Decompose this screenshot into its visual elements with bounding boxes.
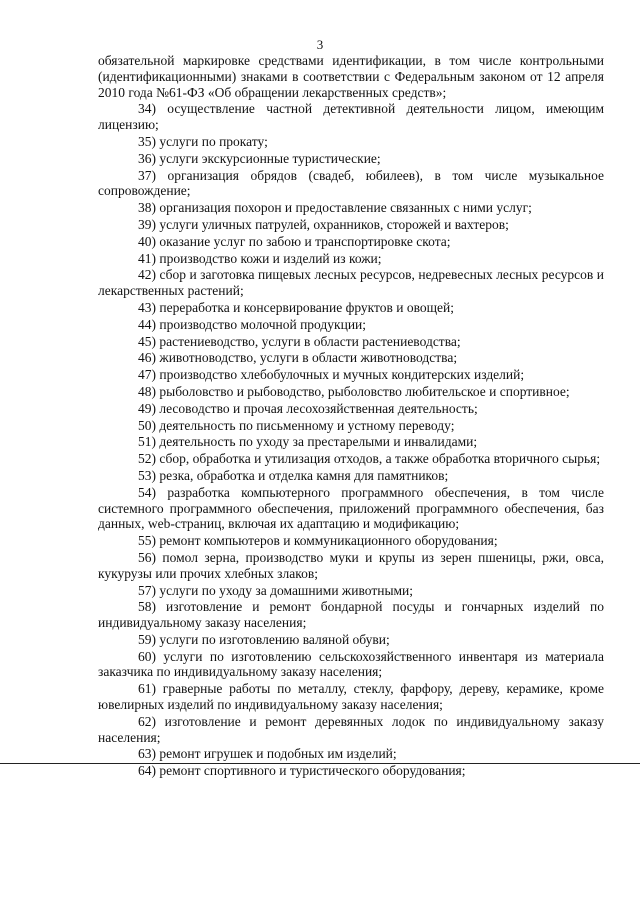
list-item: 53) резка, обработка и отделка камня для памятников; [138, 467, 449, 483]
list-item: 64) ремонт спортивного и туристического оборудования; [138, 763, 466, 779]
list-item: 55) ремонт компьютеров и коммуникационного оборудования; [138, 533, 498, 549]
list-item: 34) осуществление частной детективной деятельности лицом, имеющим лицензию; [98, 101, 604, 133]
list-item: 46) животноводство, услуги в области животноводства; [138, 350, 458, 366]
list-item: 63) ремонт игрушек и подобных им изделий; [138, 746, 397, 762]
list-item: 41) производство кожи и изделий из кожи; [138, 250, 382, 266]
list-item: 43) переработка и консервирование фруктов и овощей; [138, 299, 454, 315]
document-body [98, 53, 604, 779]
list-item: 57) услуги по уходу за домашними животными; [138, 582, 414, 598]
list-item: 35) услуги по прокату; [138, 133, 268, 149]
list-item: 37) организация обрядов (свадеб, юбилеев), в том числе музыкальное сопровождение; [98, 167, 604, 199]
list-item: 42) сбор и заготовка пищевых лесных ресурсов, недревесных лесных ресурсов и лекарственных растений; [98, 267, 604, 299]
page-bottom-divider [0, 763, 640, 764]
intro-continuation-paragraph: обязательной маркировке средствами идентификации, в том числе контрольными (идентификационными) знаками в соответствии с Федеральным законом от 12 апреля 2010 года №61-ФЗ «Об обращении лекарственных средств»; [98, 53, 604, 100]
list-item: 62) изготовление и ремонт деревянных лодок по индивидуальному заказу населения; [98, 713, 604, 745]
list-item: 52) сбор, обработка и утилизация отходов, а также обработка вторичного сырья; [138, 451, 601, 467]
list-item: 39) услуги уличных патрулей, охранников, сторожей и вахтеров; [138, 216, 509, 232]
list-item: 47) производство хлебобулочных и мучных кондитерских изделий; [138, 367, 525, 383]
list-item: 44) производство молочной продукции; [138, 316, 367, 332]
list-item: 38) организация похорон и предоставление связанных с ними услуг; [138, 200, 532, 216]
list-item: 50) деятельность по письменному и устному переводу; [138, 417, 455, 433]
list-item: 61) граверные работы по металлу, стеклу, фарфору, дереву, керамике, кроме ювелирных изделий по индивидуальному заказу населения; [98, 681, 604, 713]
list-item: 45) растениеводство, услуги в области растениеводства; [138, 333, 461, 349]
list-item: 48) рыболовство и рыбоводство, рыболовство любительское и спортивное; [138, 383, 570, 399]
list-item: 59) услуги по изготовлению валяной обуви; [138, 631, 390, 647]
page-number: 3 [316, 37, 324, 52]
list-item: 54) разработка компьютерного программного обеспечения, в том числе системного программного обеспечения, приложений программного обеспечения, баз данных, web-страниц, включая их адаптацию и модификацию; [98, 484, 604, 532]
list-item: 60) услуги по изготовлению сельскохозяйственного инвентаря из материала заказчика по индивидуальному заказу населения; [98, 648, 604, 680]
list-item: 58) изготовление и ремонт бондарной посуды и гончарных изделий по индивидуальному заказу населения; [98, 599, 604, 631]
list-item: 51) деятельность по уходу за престарелыми и инвалидами; [138, 434, 478, 450]
list-item: 49) лесоводство и прочая лесохозяйственная деятельность; [138, 400, 478, 416]
list-item: 56) помол зерна, производство муки и крупы из зерен пшеницы, ржи, овса, кукурузы или прочих хлебных злаков; [98, 549, 604, 581]
list-item: 40) оказание услуг по забою и транспортировке скота; [138, 233, 451, 249]
list-item: 36) услуги экскурсионные туристические; [138, 150, 381, 166]
